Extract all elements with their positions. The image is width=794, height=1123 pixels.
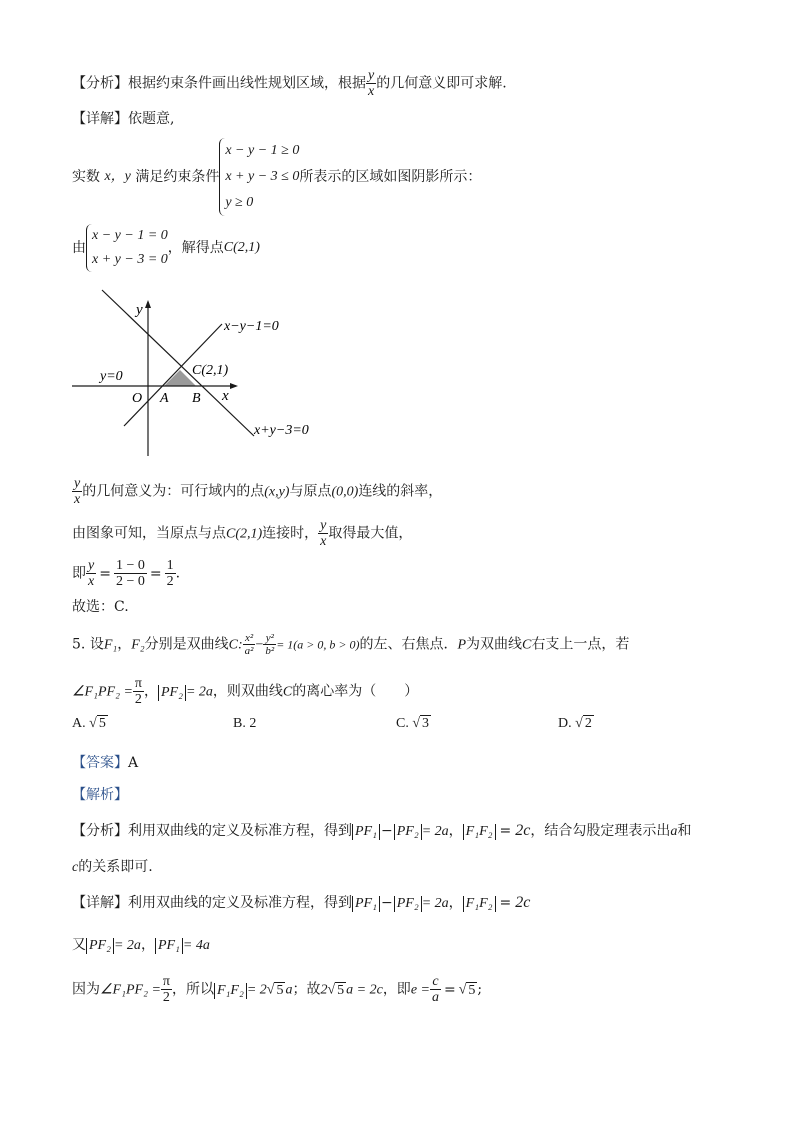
text: 右支上一点，若 (531, 636, 630, 653)
abs-pf1: PF₁ (352, 896, 380, 912)
equals: = (499, 895, 512, 911)
question-5-line-1 (72, 632, 629, 657)
choice-line (72, 596, 129, 618)
focus-f1: F₁ (103, 637, 118, 653)
y-axis-arrow (145, 300, 151, 308)
option-label: B. (233, 716, 246, 731)
option-label: D. (558, 716, 572, 731)
fraction-one-half: $\frac{1}{2}$ (166, 558, 174, 589)
text: ， (140, 937, 155, 953)
var-c: c (72, 860, 79, 875)
option-label: C. (396, 716, 409, 731)
x-axis-label: x (222, 388, 229, 404)
analysis-line-1 (72, 68, 507, 99)
max-value-line (72, 518, 412, 549)
text: 的关系即可. (78, 859, 153, 875)
constraint-3: y ≥ 0 (225, 195, 254, 210)
value-2a: = 2a (185, 684, 213, 700)
text: ， (117, 636, 132, 653)
sqrt-5: √ 5 (327, 982, 345, 998)
equation-2: x + y − 3 = 0 (92, 252, 168, 267)
equals: = (499, 823, 512, 839)
abs-f1f2: F₁F₂ (214, 983, 247, 999)
text: ， (143, 683, 158, 700)
equation-system (86, 224, 168, 272)
answer-value: A (128, 755, 139, 771)
detail-solution-line-3 (72, 974, 482, 1005)
hyperbola-condition: = 1(a > 0, b > 0) (276, 637, 360, 652)
analysis-heading (72, 784, 128, 806)
equals: = (99, 565, 111, 582)
line2-label: x+y−3=0 (254, 423, 309, 438)
value-2a: = 2a (421, 896, 449, 911)
origin-point: (0,0) (331, 484, 359, 500)
eccentricity: e = (410, 982, 430, 998)
point-c-label: C(2,1) (192, 363, 229, 378)
analysis-tag: 【分析】 (72, 75, 128, 92)
abs-pf1: PF₁ (155, 938, 183, 954)
fraction-y-over-x: $\frac{y}{x}$ (88, 558, 95, 589)
fraction-y2-b2: $\frac{\text{y²}}{\text{b²}}$ (265, 632, 275, 657)
option-label: A. (72, 716, 86, 731)
minus: − (380, 895, 393, 911)
text: 为双曲线 (466, 636, 523, 653)
text: 和 (677, 823, 692, 839)
text: ，解得点 (167, 240, 224, 256)
text: 连接时， (262, 525, 319, 542)
point-a-label: A (160, 391, 169, 406)
text: ；故 (292, 981, 321, 998)
text: 利用双曲线的定义及标准方程，得到 (128, 823, 352, 839)
text: 依题意, (128, 111, 175, 127)
point-xy: (x,y) (264, 484, 290, 500)
question-number: 5. (72, 636, 86, 653)
fraction-1-over-2-calc: $\frac{1 - 0}{2 - 0}$ (115, 558, 145, 589)
detail-solution-line-2 (72, 934, 210, 957)
text: 由图象可知，当原点与点 (72, 525, 226, 542)
line1-label: x−y−1=0 (224, 319, 279, 334)
text: 与原点 (289, 483, 332, 500)
sqrt-5: √ 5 (89, 716, 106, 731)
analysis-tag: 【分析】 (72, 823, 128, 839)
abs-pf2: PF₂ (86, 938, 114, 954)
abs-pf2: PF₂ (158, 685, 186, 701)
value-2c: 2c (515, 894, 531, 911)
text: 连线的斜率， (358, 483, 443, 500)
text: 由 (72, 240, 86, 256)
var-a: a (285, 982, 293, 998)
constraint-line (72, 138, 481, 216)
y-axis-label: y (136, 302, 143, 318)
curve-name: C: (228, 637, 243, 653)
fraction-y-over-x: $\frac{y}{x}$ (320, 518, 327, 549)
constraint-system (219, 138, 299, 216)
angle-f1pf2: ∠F₁PF₂ = (100, 982, 161, 998)
answer-tag: 【答案】 (72, 755, 128, 771)
equals: = (149, 565, 162, 582)
text: 设 (89, 636, 104, 653)
coef-2: 2 (320, 982, 328, 998)
sqrt-5: √ 5 (266, 982, 284, 998)
equation-2c: a = 2c (346, 982, 383, 998)
text: ，所以 (171, 981, 214, 998)
constraint-2: x + y − 3 ≤ 0 (225, 169, 300, 184)
curve-c: C (282, 684, 293, 700)
text: 的离心率为（ ） (292, 683, 419, 700)
text: ，结合勾股定理表示出 (530, 823, 671, 839)
line-x-plus-y-minus-3 (102, 290, 254, 436)
point-p: P (457, 637, 467, 653)
option-c[interactable] (396, 716, 431, 732)
text: 分别是双曲线 (144, 636, 229, 653)
equals: = (443, 981, 456, 998)
analysis-detail-line-1 (72, 820, 691, 843)
text: 根据约束条件画出线性规划区域，根据 (128, 75, 366, 92)
fraction-pi-over-2: $\frac{\pi}{2}$ (134, 676, 142, 707)
option-value: 2 (249, 716, 257, 731)
equation-line (72, 224, 260, 272)
text: 的几何意义为：可行域内的点 (82, 483, 265, 500)
detail-solution-line-1 (72, 892, 530, 915)
equation-1: x − y − 1 = 0 (92, 228, 168, 243)
curve-c: C (522, 637, 532, 653)
text: 的左、右焦点． (359, 636, 458, 653)
origin-label: O (132, 391, 143, 406)
option-a[interactable] (72, 716, 108, 732)
value-2c: 2c (515, 822, 531, 839)
point-c: C(2,1) (223, 240, 260, 255)
text: 利用双曲线的定义及标准方程，得到 (128, 895, 352, 911)
text: ， (448, 823, 463, 839)
text: 因为 (72, 981, 100, 998)
detail-line-1 (72, 108, 174, 130)
geometry-meaning-line (72, 476, 442, 507)
text: 即 (72, 565, 86, 582)
abs-pf2: PF₂ (394, 824, 422, 840)
equals-2: = 2 (246, 982, 267, 998)
semicolon: ; (477, 981, 483, 998)
minus: − (380, 823, 393, 839)
computation-line (72, 558, 180, 589)
value-4a: = 4a (182, 938, 210, 953)
text: 故选：C. (72, 599, 129, 615)
text: ，即 (382, 981, 411, 998)
text: 实数 (72, 169, 100, 185)
sqrt-3: √ 3 (412, 716, 430, 731)
focus-f2: F₂ (131, 637, 145, 653)
text: 所表示的区域如图阴影所示： (299, 169, 482, 185)
vars: x，y (104, 169, 131, 184)
detail-tag: 【详解】 (72, 895, 128, 911)
abs-f1f2: F₁F₂ (463, 824, 496, 840)
abs-pf1: PF₁ (352, 824, 380, 840)
constraint-1: x − y − 1 ≥ 0 (225, 143, 300, 158)
period: . (175, 565, 181, 582)
feasible-region-graph (68, 286, 328, 460)
line3-label: y=0 (100, 369, 123, 384)
option-d[interactable] (558, 716, 594, 732)
value-2a: = 2a (421, 824, 449, 839)
var-a: a (670, 824, 678, 839)
question-5-line-2 (72, 676, 418, 707)
answer-line (72, 752, 138, 774)
abs-pf2: PF₂ (394, 896, 422, 912)
sqrt-5: √ 5 (458, 982, 476, 998)
fraction-x2-a2: $\frac{\text{x²}}{\text{a²}}$ (244, 632, 254, 657)
text: 的几何意义即可求解. (376, 75, 507, 92)
minus: − (255, 637, 264, 653)
x-axis-arrow (230, 383, 238, 389)
text: ， (448, 895, 463, 911)
detail-tag: 【详解】 (72, 111, 128, 127)
point-b-label: B (192, 391, 201, 406)
fraction-y-over-x: $\frac{y}{x}$ (368, 68, 375, 99)
analysis-detail-line-2 (72, 856, 153, 879)
abs-f1f2: F₁F₂ (463, 896, 496, 912)
text: 取得最大值， (328, 525, 413, 542)
text: 又 (72, 937, 86, 953)
analysis-tag: 【解析】 (72, 787, 128, 803)
value-2a: = 2a (113, 938, 141, 953)
fraction-c-over-a: $\frac{c}{a}$ (431, 974, 439, 1005)
sqrt-2: √ 2 (575, 716, 592, 731)
fraction-pi-over-2: $\frac{\pi}{2}$ (162, 974, 170, 1005)
text: 满足约束条件 (135, 169, 220, 185)
fraction-y-over-x: $\frac{y}{x}$ (74, 476, 81, 507)
point-c: C(2,1) (226, 526, 263, 542)
text: ，则双曲线 (212, 683, 283, 700)
option-b[interactable] (233, 716, 256, 732)
angle-f1pf2: ∠F₁PF₂ = (72, 684, 133, 700)
